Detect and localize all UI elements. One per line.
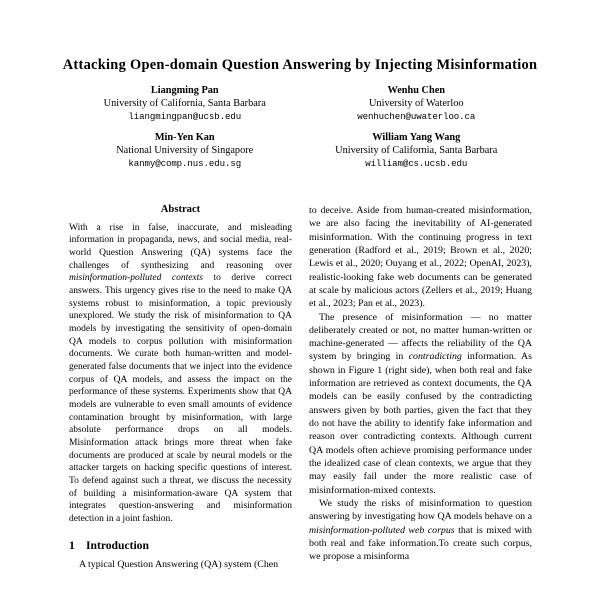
- author-affiliation: University of California, Santa Barbara: [335, 145, 498, 157]
- section-heading-introduction: [69, 539, 292, 553]
- author-name: Wenhu Chen: [387, 85, 445, 96]
- abstract-text-part-2: to derive correct answers. This urgency gives rise to the need to make QA systems robust to misinformation, a topic previously unexplored. We study the risk of misinformation to QA models by investigating the sensitivity of open-domain QA models to corpus pollution with misinformation documents. We curate both human-written and model-generated false documents that we inject into the evidence corpus of QA models, and assess the impact on the performance of these systems. Experiments show that QA models are vulnerable to even small amounts of evidence contamination brought by misinformation, with large absolute performance drops on all models. Misinformation attack brings more threat when fake documents are produced at scale by neural models or the attacker targets on hacking specific questions of interest. To defend against such a threat, we discuss the necessity of building a misinformation-aware QA system that integrates question-answering and misinformation detection in a joint fashion.: [69, 273, 292, 525]
- paragraph-text-part-2: that is mixed with both real and fake information.: [309, 524, 532, 549]
- right-column: [309, 204, 532, 600]
- author-email: wenhuchen@uwaterloo.ca: [357, 111, 476, 123]
- paragraph-italic-polluted-corpus: misinformation-polluted web corpus: [309, 524, 455, 536]
- abstract-italic-phrase: misinformation-polluted contexts: [69, 273, 203, 284]
- section-number: 1: [69, 538, 75, 552]
- author-row: [69, 131, 532, 170]
- author-affiliation: National University of Singapore: [116, 145, 254, 157]
- author-email: william@cs.ucsb.edu: [365, 158, 468, 170]
- paragraph-italic-contradicting: contradicting: [408, 351, 462, 363]
- author-name: Min-Yen Kan: [154, 131, 215, 143]
- page-title: Attacking Open-domain Question Answering by Injecting Misinformation: [62, 57, 538, 73]
- paragraph-clipped-line: To create such corpus, we propose a misinforma: [309, 537, 532, 563]
- section-title: Introduction: [86, 538, 149, 552]
- author-affiliation: University of California, Santa Barbara: [103, 98, 266, 110]
- author-row: [69, 84, 532, 123]
- right-column-body: [309, 204, 532, 563]
- author-name: William Yang Wang: [372, 131, 461, 143]
- abstract-text-part-1: With a rise in false, inaccurate, and misleading information in propaganda, news, and social media, real-world Question Answering (QA) systems face the challenges of synthesizing and reasoning over: [69, 222, 292, 271]
- paragraph-text-part-1: The presence of misinformation — no matter deliberately created or not, no matter human-written or machine-generated — affects the reliability of the QA system by bringing in: [309, 311, 532, 363]
- introduction-body: [69, 558, 292, 571]
- author-email: liangmingpan@ucsb.edu: [128, 111, 242, 123]
- author-affiliation: University of Waterloo: [369, 98, 464, 110]
- paragraph-text-part-1: We study the risks of misinformation to question answering by investigating how QA models behave on a: [309, 497, 532, 523]
- author-entry: [301, 131, 533, 170]
- paragraph-continuation: to deceive. Aside from human-created misinformation, we are also facing the inevitability of AI-generated misinformation. With the continuing progress in text generation (Radford et al., 2019; Brown et al., 2020; Lewis et al., 2020; Ouyang et al., 2022; OpenAI, 2023), realistic-looking fake web documents can be generated at scale by malicious actors (Zellers et al., 2019; Huang et al., 2023; Pan et al., 2023).: [309, 205, 532, 310]
- author-block: [69, 84, 532, 178]
- introduction-clipped-paragraph: A typical Question Answering (QA) system (Chen: [79, 558, 279, 570]
- paragraph-text-part-2: information. As shown in Figure 1 (right side), when both real and fake information are retrieved as context documents, the QA models can be easily confused by the contradicting answers given by both parties, given the fact that they do not have the ability to identify fake information and reason over contradicting contexts. Although current QA models often achieve promising performance under the idealized case of clean contexts, we argue that they may easily fail under the more realistic case of misinformation-mixed contexts.: [309, 351, 532, 496]
- left-column: [69, 204, 292, 600]
- author-entry: [301, 84, 533, 123]
- abstract-body: [69, 222, 292, 526]
- paragraph-we-study-risks: [309, 497, 532, 564]
- abstract-paragraph: [69, 222, 292, 526]
- author-name: Liangming Pan: [150, 85, 219, 96]
- two-column-body: [0, 204, 600, 600]
- paragraph-presence-of-misinformation: [309, 311, 532, 497]
- author-entry: [69, 131, 301, 170]
- abstract-heading: Abstract: [160, 204, 201, 215]
- author-email: kanmy@comp.nus.edu.sg: [128, 158, 242, 170]
- author-entry: [69, 84, 301, 123]
